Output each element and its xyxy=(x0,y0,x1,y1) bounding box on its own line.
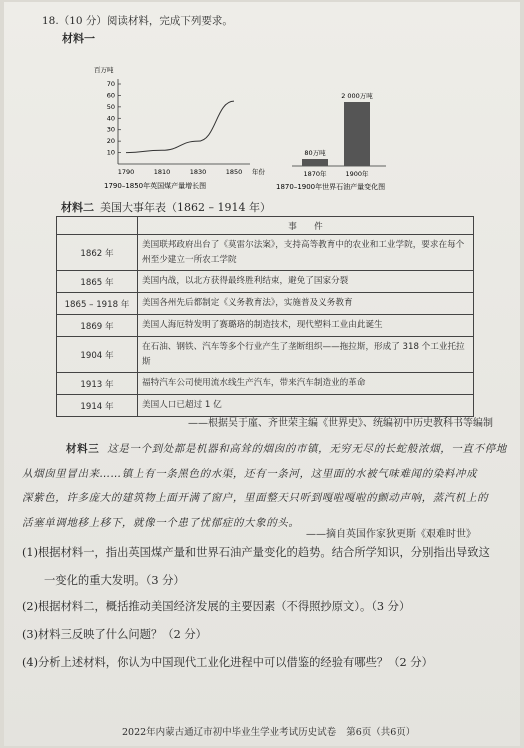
material3-passage xyxy=(22,437,512,535)
question-1: (1)根据材料一，指出英国煤产量和世界石油产量变化的趋势。结合所学知识，分别指出导致这 xyxy=(22,546,490,559)
material3-source: ——摘自英国作家狄更斯《艰难时世》 xyxy=(306,529,476,540)
oil-category-1900: 1900年 xyxy=(345,170,369,178)
table-cell-event: 美国人口已超过 1 亿 xyxy=(138,395,474,417)
table-cell-year: 1913 年 xyxy=(57,373,138,395)
table-row xyxy=(57,271,474,293)
chart2-caption: 1870–1900年世界石油产量变化图 xyxy=(276,183,386,191)
table-cell-year: 1904 年 xyxy=(57,337,138,373)
chart1-ytick-label: 50 xyxy=(106,102,115,111)
table-header-year xyxy=(57,217,138,235)
question-1-cont: 一变化的重大发明。（3 分） xyxy=(44,574,185,587)
chart1-xtick-label: 1850 xyxy=(225,168,243,176)
coal-production-chart xyxy=(82,64,282,194)
question-4: (4)分析上述材料，你认为中国现代工业化进程中可以借鉴的经验有哪些？（2 分） xyxy=(22,656,433,669)
table-header-event: 事 件 xyxy=(138,217,474,235)
page-footer xyxy=(122,724,415,738)
material3-line: 深紫色，许多庞大的建筑物上面开满了窗户，里面整天只听到嘎啦嘎啦的颤动声响，蒸汽机上的 xyxy=(22,492,489,504)
table-cell-event: 美国各州先后都制定《义务教育法》，实施普及义务教育 xyxy=(138,293,474,315)
question-3: (3)材料三反映了什么问题？（2 分） xyxy=(22,628,207,641)
material3-label: 材料三 xyxy=(66,443,100,455)
chart1-xtick-label: 1790 xyxy=(117,168,135,176)
oil-production-chart xyxy=(274,90,434,194)
table-cell-year: 1865 年 xyxy=(57,271,138,293)
table-cell-event: 美国人海厄特发明了赛璐珞的制造技术，现代塑料工业由此诞生 xyxy=(138,315,474,337)
material2-title: 美国大事年表（1862 – 1914 年） xyxy=(100,201,271,214)
footer-title: 2022年内蒙古通辽市初中毕业生学业考试历史试卷 xyxy=(122,727,337,738)
exam-page xyxy=(4,2,520,746)
question-2: (2)根据材料二，概括推动美国经济发展的主要因素（不得照抄原文）。（3 分） xyxy=(22,600,411,613)
material2-label: 材料二 xyxy=(61,201,94,214)
chart1-ytick-label: 30 xyxy=(106,125,115,134)
table-row xyxy=(57,373,474,395)
chart1-xtick-label: 1830 xyxy=(189,168,207,176)
table-header-row xyxy=(57,217,474,235)
table-row xyxy=(57,293,474,315)
table-cell-event: 福特汽车公司使用流水线生产汽车，带来汽车制造业的革命 xyxy=(138,373,474,395)
coal-growth-curve xyxy=(126,101,234,152)
oil-value-label-1870: 80万吨 xyxy=(304,149,326,157)
oil-value-label-1900: 2 000万吨 xyxy=(341,92,373,100)
material1-label: 材料一 xyxy=(62,32,95,45)
chart1-ytick-label: 10 xyxy=(106,148,115,157)
oil-category-1870: 1870年 xyxy=(303,170,327,178)
material3-line: 从烟囱里冒出来……镇上有一条黑色的水渠，还有一条河，这里面的水被气味难闻的染料冲成 xyxy=(22,467,478,480)
chart1-xlabel: 年份 xyxy=(252,168,265,176)
material2-source: ——根据吴于廑、齐世荣主编《世界史》、统编初中历史教科书等编制 xyxy=(188,418,493,429)
footer-page: 第6页（共6页） xyxy=(346,727,416,738)
material3-line: 活塞单调地移上移下，就像一个患了忧郁症的大象的头。 xyxy=(22,516,300,529)
question-header: 18.（10 分）阅读材料，完成下列要求。 xyxy=(42,15,233,27)
chart1-ylabel: 百万吨 xyxy=(94,66,114,74)
chart1-ytick-label: 70 xyxy=(106,80,115,88)
chart1-ytick-label: 60 xyxy=(106,91,115,100)
table-cell-event: 美国内战，以北方获得最终胜利结束，避免了国家分裂 xyxy=(138,271,474,293)
table-cell-year: 1865 – 1918 年 xyxy=(57,293,138,315)
table-row xyxy=(57,235,474,271)
table-cell-year: 1869 年 xyxy=(57,315,138,337)
table-cell-year: 1914 年 xyxy=(57,395,138,417)
oil-bar-1900 xyxy=(344,102,370,166)
table-cell-year: 1862 年 xyxy=(57,235,138,271)
table-row xyxy=(57,315,474,337)
table-row xyxy=(57,337,474,373)
us-events-table xyxy=(56,216,474,417)
chart1-ytick-label: 20 xyxy=(106,137,115,146)
chart1-caption: 1790–1850年英国煤产量增长图 xyxy=(104,182,207,190)
material2-heading xyxy=(61,199,271,215)
table-cell-event: 在石油、钢铁、汽车等多个行业产生了垄断组织——拖拉斯，形成了 318 个工业托拉斯 xyxy=(138,337,474,373)
oil-bar-1870 xyxy=(302,159,328,166)
chart1-xtick-label: 1810 xyxy=(153,168,171,176)
table-cell-event: 美国联邦政府出台了《莫雷尔法案》，支持高等教育中的农业和工业学院，要求在每个州至少建立一所农工学院 xyxy=(138,235,474,271)
chart1-ytick-label: 40 xyxy=(106,114,115,123)
material3-line: 材料三 这是一个到处都是机器和高耸的烟囱的市镇，无穷无尽的长蛇般浓烟，一直不停地 xyxy=(66,443,507,455)
